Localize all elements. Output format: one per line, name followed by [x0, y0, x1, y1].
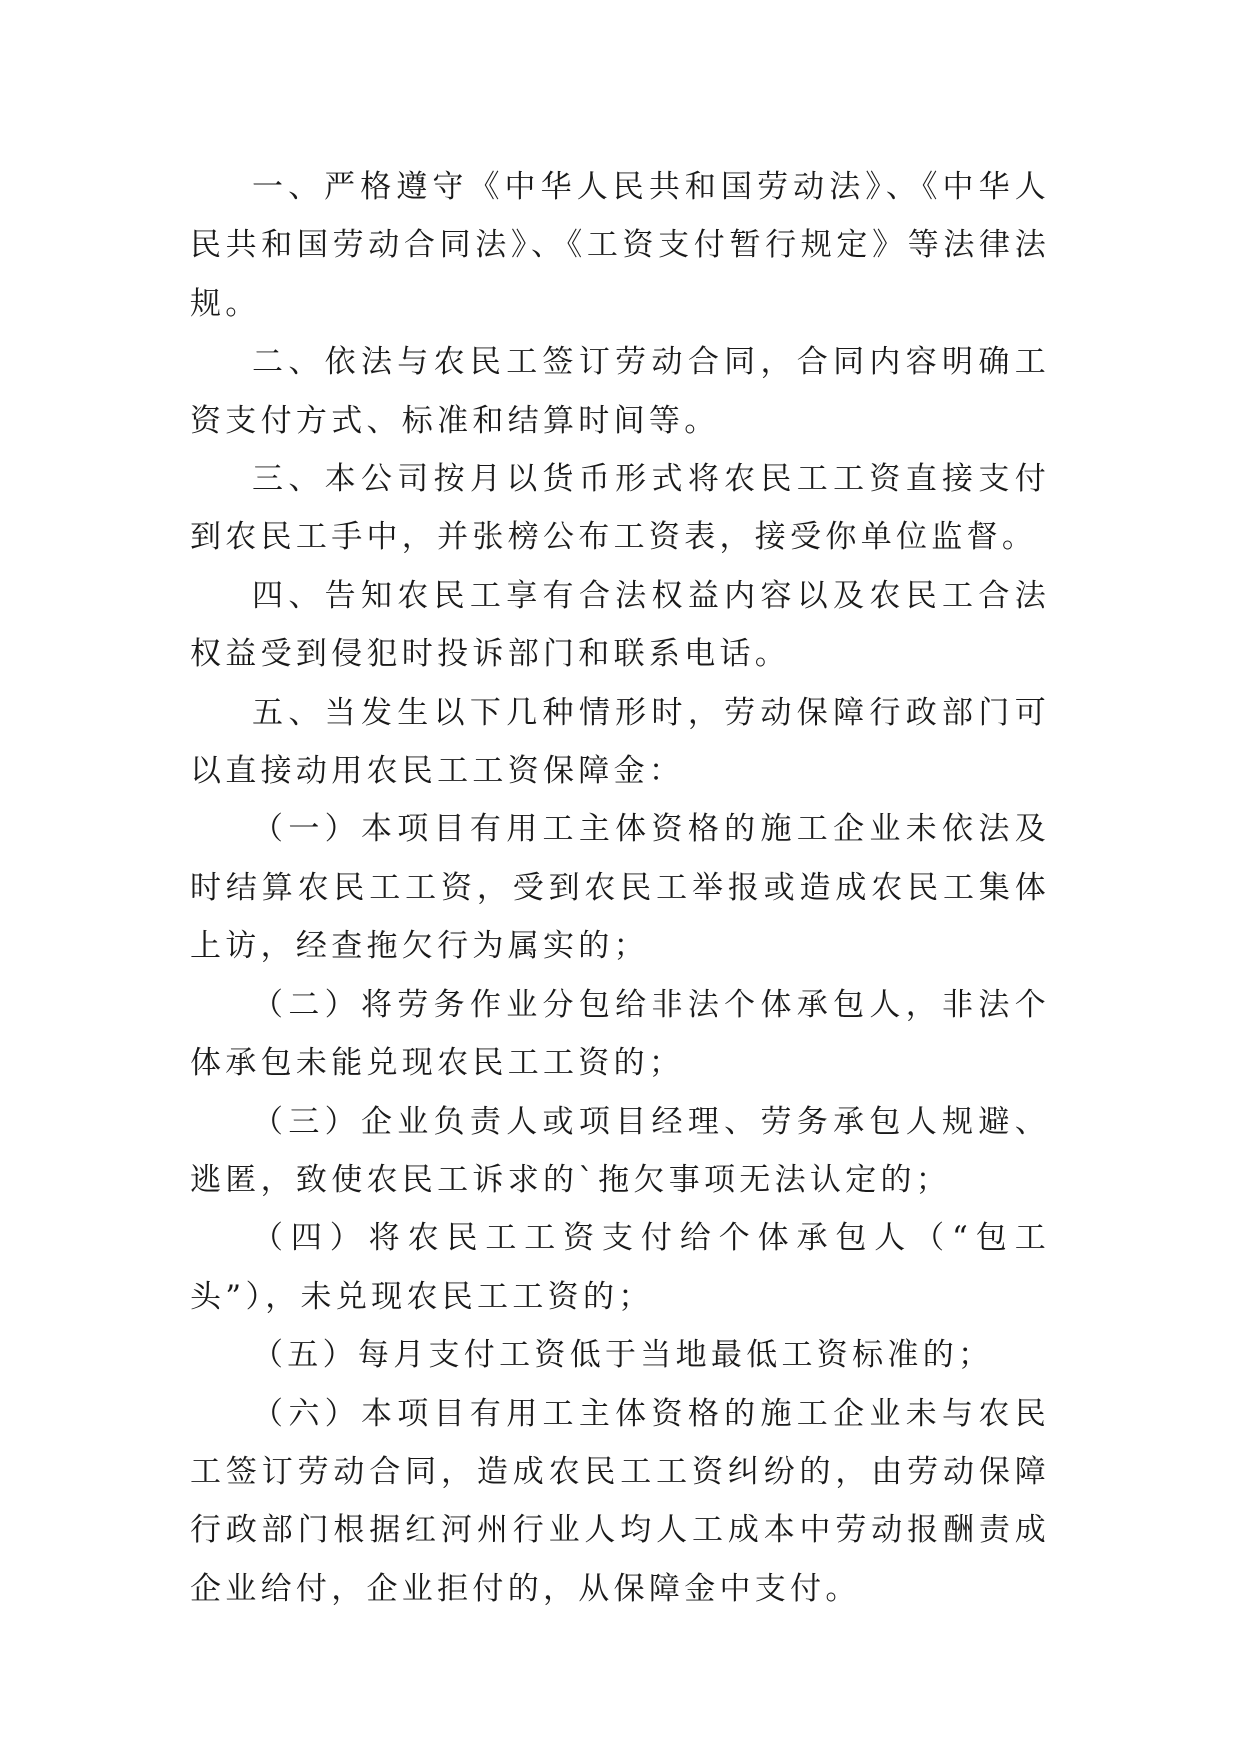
paragraph-10: （五）每月支付工资低于当地最低工资标准的； — [252, 1337, 994, 1374]
paragraph-5: 五、当发生以下几种情形时，劳动保障行政部门可以直接动用农民工工资保障金： — [190, 694, 1050, 790]
paragraph-3: 三、本公司按月以货币形式将农民工工资直接支付到农民工手中，并张榜公布工资表，接受你单位监督。 — [190, 461, 1050, 556]
paragraph-4: 四、告知农民工享有合法权益内容以及农民工合法权益受到侵犯时投诉部门和联系电话。 — [190, 577, 1050, 673]
document-body — [190, 158, 1050, 1618]
paragraph-9: （四）将农民工工资支付给个体承包人（“包工头”），未兑现农民工工资的； — [190, 1220, 1050, 1315]
paragraph-11: （六）本项目有用工主体资格的施工企业未与农民工签订劳动合同，造成农民工工资纠纷的，由劳动保障行政部门根据红河州行业人均人工成本中劳动报酬责成企业给付，企业拒付的，从保障金中支付。 — [190, 1395, 1050, 1607]
paragraph-8: （三）企业负责人或项目经理、劳务承包人规避、逃匿，致使农民工诉求的`拖欠事项无法认定的； — [190, 1103, 1050, 1198]
paragraph-1: 一、严格遵守《中华人民共和国劳动法》、《中华人民共和国劳动合同法》、《工资支付暂行规定》等法律法规。 — [190, 169, 1050, 322]
paragraph-2: 二、依法与农民工签订劳动合同，合同内容明确工资支付方式、标准和结算时间等。 — [190, 344, 1050, 439]
paragraph-7: （二）将劳务作业分包给非法个体承包人，非法个体承包未能兑现农民工工资的； — [190, 986, 1050, 1082]
paragraph-6: （一）本项目有用工主体资格的施工企业未依法及时结算农民工工资，受到农民工举报或造成农民工集体上访，经查拖欠行为属实的； — [190, 811, 1050, 965]
